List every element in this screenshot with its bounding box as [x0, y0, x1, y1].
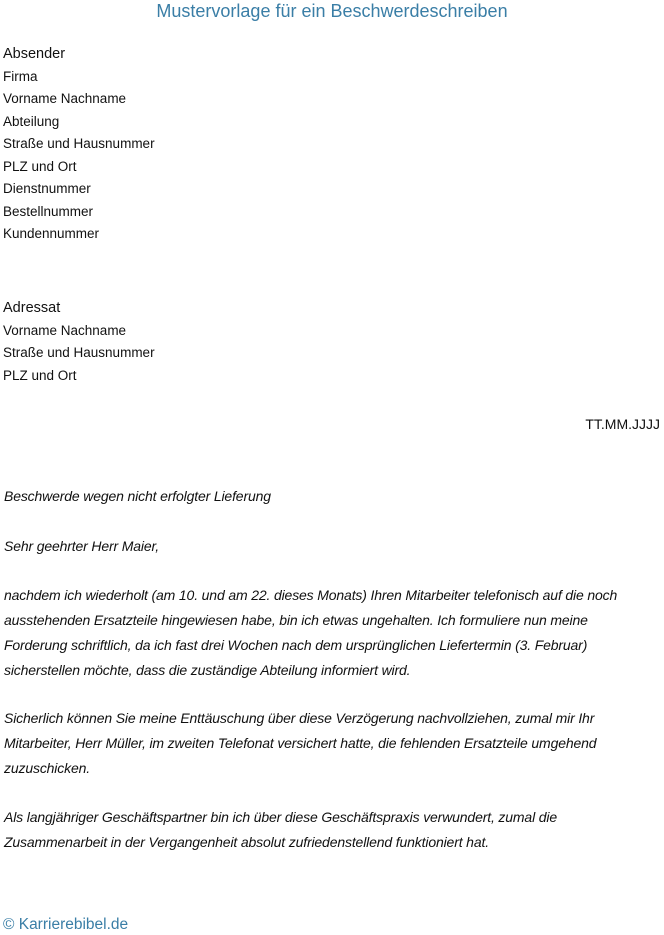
sender-customer-number: Kundennummer	[3, 226, 100, 241]
paragraph-line: sicherstellen möchte, dass die zuständige Abteilung informiert wird.	[4, 662, 411, 678]
sender-street: Straße und Hausnummer	[3, 136, 155, 151]
paragraph-line: ausstehenden Ersatzteile hingewiesen habe, bin ich etwas ungehalten. Ich formuliere nun meine	[4, 612, 588, 628]
paragraph-2	[4, 706, 596, 781]
sender-block	[3, 43, 155, 246]
subject-line	[4, 484, 271, 509]
paragraph-1	[4, 583, 617, 683]
paragraph-line: Sicherlich können Sie meine Enttäuschung über diese Verzögerung nachvollziehen, zumal mir Ihr	[4, 710, 595, 726]
sender-company: Firma	[3, 68, 38, 84]
document-title: Mustervorlage für ein Beschwerdeschreiben	[156, 1, 508, 21]
salutation	[4, 534, 159, 559]
sender-service-number: Dienstnummer	[3, 181, 91, 196]
paragraph-line: Als langjähriger Geschäftspartner bin ich über diese Geschäftspraxis verwundert, zumal die	[4, 809, 558, 825]
paragraph-line: Zusammenarbeit in der Vergangenheit absolut zufriedenstellend funktioniert hat.	[4, 834, 489, 850]
recipient-street: Straße und Hausnummer	[3, 345, 155, 360]
paragraph-line: zuzuschicken.	[4, 760, 90, 776]
sender-heading: Absender	[3, 46, 66, 62]
subject-text: Beschwerde wegen nicht erfolgter Lieferung	[4, 488, 271, 504]
paragraph-line: Mitarbeiter, Herr Müller, im zweiten Telefonat versichert hatte, die fehlenden Ersatzteile umgehend	[4, 735, 597, 751]
recipient-name: Vorname Nachname	[3, 322, 127, 338]
sender-city: PLZ und Ort	[3, 158, 77, 174]
recipient-block	[3, 297, 155, 387]
copyright-footer: © Karrierebibel.de	[3, 916, 129, 933]
sender-department: Abteilung	[3, 113, 60, 129]
recipient-city: PLZ und Ort	[3, 367, 77, 383]
salutation-text: Sehr geehrter Herr Maier,	[4, 538, 159, 554]
sender-name: Vorname Nachname	[3, 91, 127, 106]
sender-order-number: Bestellnummer	[3, 203, 94, 219]
paragraph-line: Forderung schriftlich, da ich fast drei Wochen nach dem ursprünglichen Liefertermin (3. Februar)	[4, 637, 588, 653]
paragraph-3	[4, 805, 557, 855]
recipient-heading: Adressat	[3, 300, 61, 316]
paragraph-line: nachdem ich wiederholt (am 10. und am 22. dieses Monats) Ihren Mitarbeiter telefonisch auf die noch	[4, 587, 618, 603]
letter-date: TT.MM.JJJJ	[585, 416, 660, 432]
